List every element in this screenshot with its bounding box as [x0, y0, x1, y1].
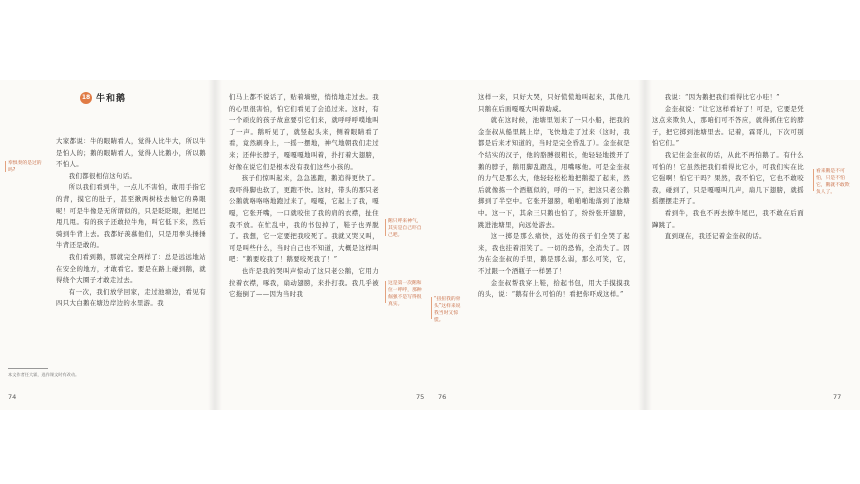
page-number: 74	[8, 393, 17, 401]
paragraph: 我说：“因为鹅把我们看得比它小哇！”	[664, 93, 780, 101]
page-74-body	[56, 136, 206, 310]
page-number: 76	[438, 393, 447, 401]
paragraph: 直到现在，我还记着金奎叔的话。	[664, 232, 766, 241]
margin-note: 看来鹅是不可怕，只是不怕它，鹅就不敢欺负人了。	[816, 168, 852, 196]
paragraph: 们马上都不说话了，贴着墙壁，悄悄地走过去。我的心里很害怕，怕它们看见了会追过来。这时，有一个顽皮的孩子故意要引它们来，就呼呼呼噗地叫了一声。鹅听见了，就竖起头来，侧着眼睛看了看，竟然刷身上，一摇一摆地，神气地朝我们走过来；还伸长脖子，嘎嘎嘎地叫着，扑打着大翅膀，好像在说它们是根本没有我们这些小孩的。	[229, 93, 379, 171]
margin-note: “扭扭我的骨头”这样来说我当时又惊慌。	[434, 296, 464, 324]
margin-note: 这是第一次鹅和位一呼呼，那种倔强不是写得很真实。	[388, 281, 422, 307]
paragraph: 看到牛，我也不再去撩牛尾巴，我不敢在后面蹿跳了。	[652, 208, 804, 229]
lesson-header	[80, 91, 126, 104]
paragraph: 金奎叔帮我穿上鞋，拾起书包，用大手摸摸我的头，说：“鹅有什么可怕的！看把你吓成这样。”	[478, 278, 630, 299]
paragraph: 这一掷是那么痛快，远处的孩子们全哭了起来，我也挂着泪笑了。一切的恐怖，全消失了。因为在金奎叔的手里，鹅是那么弱，那么可笑，它，不过跟一个酒瓶子一样罢了！	[478, 232, 630, 275]
margin-note: 鹅只呼来神气，其实是自己吓自己吧。	[388, 219, 422, 238]
page-number: 75	[416, 393, 425, 401]
paragraph: 有一次，我们放学回家，走过池塘边，看见有四只大白鹅在塘边岸边的水里游。我	[56, 287, 206, 308]
paragraph: 这样一来，只好大哭，只好慌慌地叫起来，其他几只鹅在后面嘎嘎大叫着助威。	[478, 93, 630, 113]
paragraph: 就在这时候，池塘里划来了一只小船，把我的金奎叔从船里跳上岸，飞快地走了过来（这时，我都是后来才知道的，当时是完全昏乱了）。金奎叔是个结实的汉子，他的胳膊很粗长，他轻轻地拨开了鹅的脖子，鹅用脚乱蹬乱，用嘴啄他。可是金奎叔的力气是那么大，他轻轻松松地把鹅提了起来，然后就像拣一个酒瓶似的，呼的一下，把这只老公鹅掷到了半空中。它张开翅膀，啪啪啪地落到了池塘中。这一下，其余三只鹅也怕了，纷纷张开翅膀，跳进池塘里，向远处游去。	[478, 116, 630, 229]
margin-note: 奉惧奏的是过的吗?	[8, 160, 44, 174]
book-gutter-left	[208, 80, 222, 410]
book-gutter-right	[638, 80, 652, 410]
paragraph: 所以我们看到牛，一点儿不害怕，敢用手指它的背，摸它的肚子，甚至揪两树枝去触它的鼻眼呢！可是牛像是无所谓似的，只是眨眨眼，把尾巴甩几甩。有的孩子还敢拉牛角，叫它低下来，然后骑到牛背上去。我都好羡慕他们，只是用拳头捶捶牛背还是敢的。	[56, 183, 206, 250]
lesson-title: 牛和鹅	[96, 94, 127, 104]
footnote-rule	[8, 368, 48, 369]
page-77-body	[652, 92, 804, 243]
paragraph: 金奎叔说：“让它这样看好了！可是，它要是凭这点来欺负人，那咱们可不答应，就得抓住它的脖子，把它掷到池塘里去。记着，霖哥儿，下次可别怕它们。”	[652, 104, 804, 148]
lesson-number-badge: 18	[80, 92, 92, 104]
paragraph: 我们都很相信这句话。	[68, 171, 137, 180]
paragraph: 我记住金奎叔的话，从此不再怕鹅了。有什么可怕的！它虽然把我们看得比它小，可我们实在比它强啊！怕它干吗？果然，我不怕它，它也不敢咬我，碰到了，只是嘎嘎叫几声，扇几下翅膀，就摇摇摆摆走开了。	[652, 150, 804, 206]
page-75-body	[229, 92, 379, 301]
footnote: 本文作者任大霖，选作课文时有改动。	[8, 372, 80, 377]
page-76-body	[478, 92, 630, 301]
page-number: 77	[833, 393, 842, 401]
paragraph: 也许是我的哭叫声惊动了这只老公鹅，它用力拉着衣襟，啄我，扇动翅膀，来扑打我。我几乎被它拖倒了——因为当时我	[229, 266, 379, 299]
paragraph: 大家都说：牛的眼睛看人，觉得人比牛大，所以牛是怕人的；鹅的眼睛看人，觉得人比鹅小，所以鹅不怕人。	[56, 137, 206, 169]
paragraph: 我们看到鹅，那就完全两样了：总是远远地站在安全的地方，才敢看它。要是在路上碰到鹅，就得绕个大圈子才敢走过去。	[56, 252, 206, 285]
paragraph: 孩子们惊叫起来，急急逃跑，鹅追得更快了。我吓得脚也软了，更跑不快。这时，带头的那只老公鹅就咯咯咯地跑过来了，嘎嘎，它起上了我，嘎嘎，它张开嘴，一口就咬住了我的肩的衣襟，扯住我不放。在忙乱中，我的书包掉了，鞋子也弄脱了。我想，它一定要把我咬死了。我就又哭又叫，可是叫些什么，当时自己也不知道，大概是这样叫吧：“鹅要咬我了！鹅要咬死我了！”	[229, 174, 379, 264]
